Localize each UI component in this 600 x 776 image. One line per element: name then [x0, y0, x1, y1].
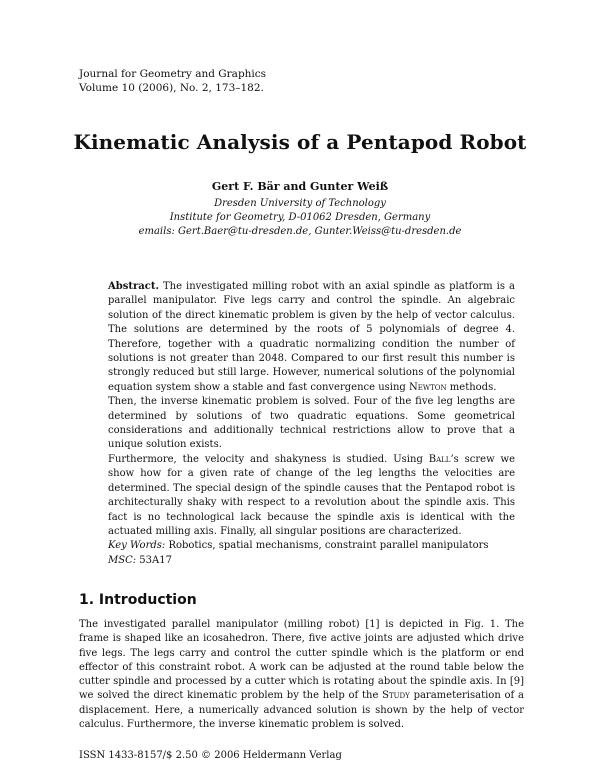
msc-label: MSC: [108, 554, 137, 566]
abstract [108, 280, 515, 568]
msc-value: 53A17 [136, 554, 172, 566]
journal-name: Journal for Geometry and Graphics [79, 68, 267, 80]
intro-text: The investigated parallel manipulator (milling robot) [1] is depicted in Fig. 1. The frame is shaped like an icosahedron. There, five active joints are adjusted which drive five legs. The legs carry and control the cutter spindle which is the platform or end effector of this constraint robot. A work can be adjusted at the round table below the cutter spindle and processed by a cutter which is rotating about the spindle axis. In [9] we solved the direct kinematic problem by the help of the [79, 619, 524, 702]
msc [108, 554, 515, 568]
intro-name-study: Study [382, 690, 410, 702]
journal-info [79, 67, 266, 95]
affiliation [0, 197, 600, 239]
abstract-text-3-rest: ’s screw we show how for a given rate of change of the leg lengths the velocities are determined. The special design of the spindle causes that the Pentapod robot is architecturally shaky with respect to a revolution about the spindle axis. This fact is no technological lack because the spindle axis is identical with the actuated milling axis. Finally, all singular positions are characterized. [108, 453, 515, 537]
affiliation-university: Dresden University of Technology [214, 198, 386, 209]
keywords-value: Robotics, spatial mechanisms, constraint parallel manipulators [165, 540, 489, 552]
abstract-name-ball: Ball [428, 453, 451, 465]
intro-paragraph [79, 618, 524, 732]
abstract-heading: Abstract. [108, 281, 159, 292]
abstract-paragraph-1 [108, 280, 515, 395]
keywords [108, 539, 515, 553]
abstract-text-3: Furthermore, the velocity and shakyness is studied. Using [108, 453, 429, 465]
paper-authors: Gert F. Bär and Gunter Weiß [211, 180, 389, 193]
abstract-paragraph-3 [108, 453, 515, 539]
footer-issn: ISSN 1433-8157/$ 2.50 © 2006 Heldermann Verlag [79, 750, 342, 761]
journal-volume: Volume 10 (2006), No. 2, 173–182. [79, 82, 264, 94]
intro-text-end: parameterisation of a displacement. Here, a numerically advanced solution is shown by the help of vector calculus. Furthermore, the inverse kinematic problem is solved. [79, 690, 524, 731]
affiliation-institute: Institute for Geometry, D-01062 Dresden, Germany [169, 212, 431, 223]
affiliation-emails: emails: Gert.Baer@tu-dresden.de, Gunter.Weiss@tu-dresden.de [138, 226, 462, 237]
abstract-text-1-end: methods. [446, 381, 497, 393]
abstract-text-1: The investigated milling robot with an axial spindle as platform is a parallel manipulator. Five legs carry and control the spindle. An algebraic solution of the direct kinematic problem is given by the help of vector calculus. The solutions are determined by the roots of 5 polynomials of degree 4. Therefore, together with a quadratic normalizing condition the number of solutions is not greater than 2048. Compared to our first result this number is strongly reduced but still large. However, numerical solutions of the polynomial equation system show a stable and fast convergence using [108, 281, 515, 393]
abstract-paragraph-2: Then, the inverse kinematic problem is solved. Four of the five leg lengths are determined by solutions of two quadratic equations. Some geometrical considerations and additionally technical restrictions allow to prove that a unique solution exists. [108, 396, 515, 451]
keywords-label: Key Words: [108, 540, 166, 552]
section-heading: 1. Introduction [79, 592, 197, 608]
abstract-name-newton: Newton [409, 381, 447, 393]
paper-title: Kinematic Analysis of a Pentapod Robot [73, 130, 527, 154]
